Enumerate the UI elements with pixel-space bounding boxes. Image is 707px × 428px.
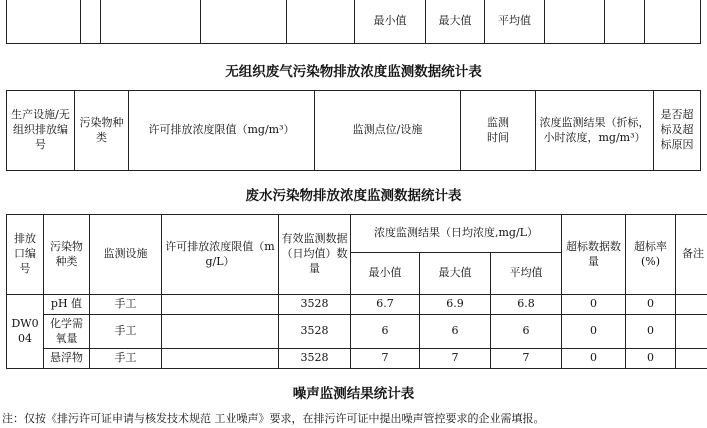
- top-partial-table: [6, 0, 701, 44]
- header-pollutant: 污染物种类: [75, 91, 129, 171]
- count-cell: 3528: [279, 295, 351, 315]
- header-point: 监测点位/设施: [315, 91, 461, 171]
- noise-table-title: 噪声监测结果统计表: [292, 386, 415, 402]
- exceed-rate-cell: 0: [626, 295, 676, 315]
- header-outlet: 排放口编号: [7, 215, 44, 295]
- exceed-count-cell: 0: [562, 295, 626, 315]
- gas-emission-table: [6, 90, 701, 171]
- avg-cell: 6: [491, 315, 562, 349]
- header-min: 最小值: [355, 0, 426, 43]
- limit-cell: [162, 295, 279, 315]
- empty-cell: [7, 0, 81, 43]
- pollutant-cell: 悬浮物: [44, 349, 90, 369]
- remark-cell: [676, 295, 707, 315]
- limit-cell: [162, 349, 279, 369]
- empty-cell: [201, 0, 287, 43]
- header-exceed: 是否超标及超标原因: [654, 91, 701, 171]
- min-cell: 7: [351, 349, 420, 369]
- max-cell: 6: [420, 315, 491, 349]
- table-row: [7, 295, 707, 315]
- facility-cell: 手工: [90, 349, 162, 369]
- remark-cell: [676, 315, 707, 349]
- header-facility: 生产设施/无组织排放编号: [7, 91, 75, 171]
- header-exceed-count: 超标数据数量: [562, 215, 626, 295]
- header-avg: 平均值: [485, 0, 545, 43]
- header-time: 监测时间: [461, 91, 536, 171]
- max-cell: 6.9: [420, 295, 491, 315]
- min-cell: 6.7: [351, 295, 420, 315]
- footnote: 注：仅按《排污许可证申请与核发技术规范 工业噪声》要求，在排污许可证中提出噪声管控要求的企业需填报。: [2, 412, 545, 425]
- facility-cell: 手工: [90, 295, 162, 315]
- header-remark: 备注: [676, 215, 707, 295]
- header-min: 最小值: [351, 253, 420, 295]
- empty-cell: [545, 0, 605, 43]
- table-row: [7, 349, 707, 369]
- water-table-title: 废水污染物排放浓度监测数据统计表: [245, 188, 462, 204]
- count-cell: 3528: [279, 315, 351, 349]
- empty-cell: [81, 0, 101, 43]
- header-max: 最大值: [420, 253, 491, 295]
- exceed-count-cell: 0: [562, 349, 626, 369]
- header-max: 最大值: [426, 0, 485, 43]
- empty-cell: [605, 0, 645, 43]
- gas-table-title: 无组织废气污染物排放浓度监测数据统计表: [225, 64, 482, 80]
- avg-cell: 6.8: [491, 295, 562, 315]
- remark-cell: [676, 349, 707, 369]
- header-result: 浓度监测结果（日均浓度,mg/L）: [351, 215, 562, 253]
- empty-cell: [645, 0, 701, 43]
- header-exceed-rate: 超标率(%): [626, 215, 676, 295]
- table-row: [7, 315, 707, 349]
- exceed-rate-cell: 0: [626, 349, 676, 369]
- water-emission-table: [6, 214, 707, 369]
- empty-cell: [101, 0, 201, 43]
- header-avg: 平均值: [491, 253, 562, 295]
- limit-cell: [162, 315, 279, 349]
- avg-cell: 7: [491, 349, 562, 369]
- header-limit: 许可排放浓度限值（mg/m³）: [129, 91, 315, 171]
- outlet-id: DW004: [7, 295, 44, 369]
- header-limit: 许可排放浓度限值（mg/L）: [162, 215, 279, 295]
- pollutant-cell: 化学需氧量: [44, 315, 90, 349]
- header-valid-count: 有效监测数据（日均值）数量: [279, 215, 351, 295]
- max-cell: 7: [420, 349, 491, 369]
- exceed-rate-cell: 0: [626, 315, 676, 349]
- empty-cell: [287, 0, 355, 43]
- header-facility: 监测设施: [90, 215, 162, 295]
- count-cell: 3528: [279, 349, 351, 369]
- exceed-count-cell: 0: [562, 315, 626, 349]
- facility-cell: 手工: [90, 315, 162, 349]
- pollutant-cell: pH 值: [44, 295, 90, 315]
- header-result: 浓度监测结果（折标，小时浓度，mg/m³）: [536, 91, 654, 171]
- min-cell: 6: [351, 315, 420, 349]
- header-pollutant: 污染物种类: [44, 215, 90, 295]
